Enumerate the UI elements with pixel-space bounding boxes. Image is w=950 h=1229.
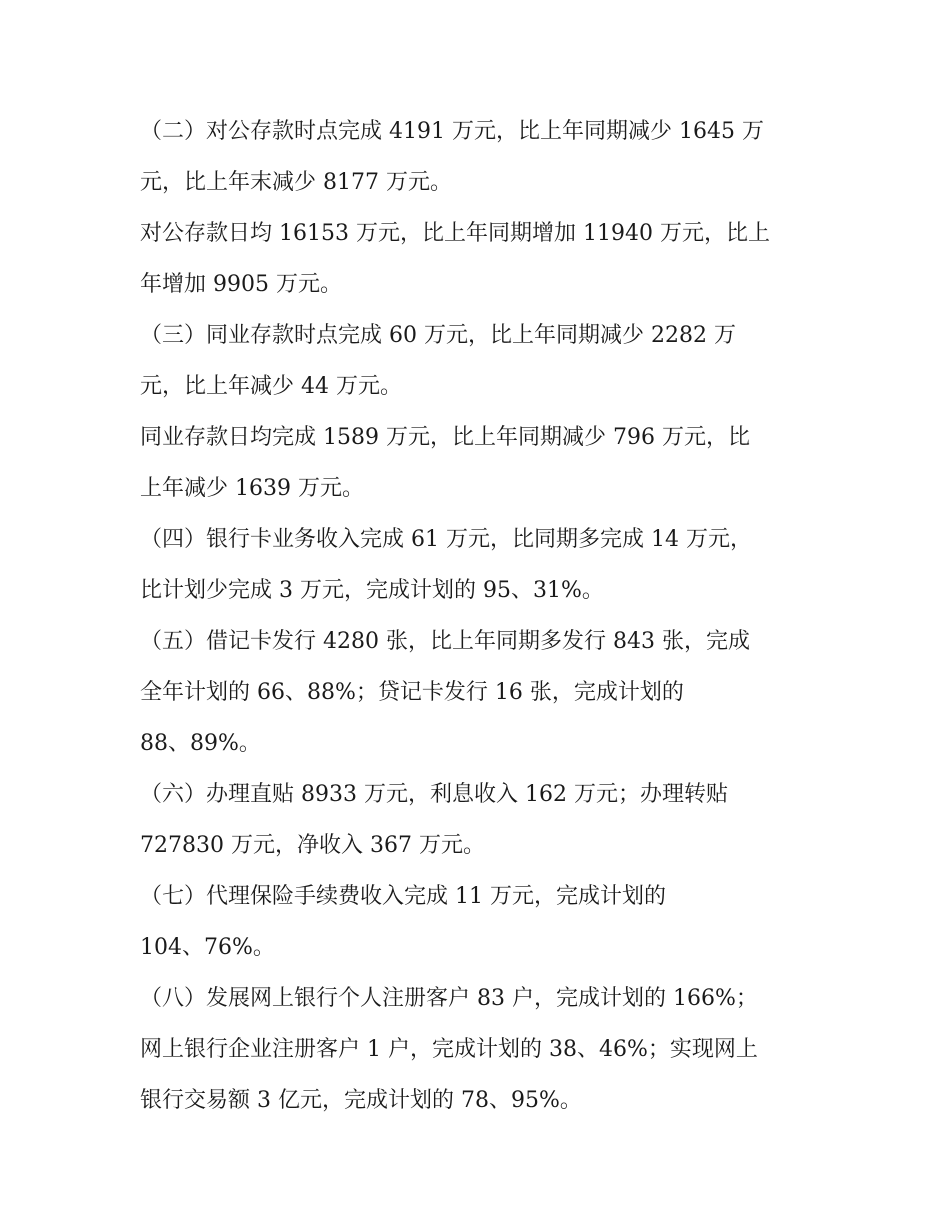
text-line: （二）对公存款时点完成 4191 万元，比上年同期减少 1645 万 bbox=[140, 119, 764, 144]
text-line: 元，比上年末减少 8177 万元。 bbox=[140, 170, 452, 195]
text-line: （五）借记卡发行 4280 张，比上年同期多发行 843 张，完成 bbox=[140, 629, 750, 654]
text-line: 上年减少 1639 万元。 bbox=[140, 476, 364, 501]
text-line: 年增加 9905 万元。 bbox=[140, 272, 342, 297]
text-line: （六）办理直贴 8933 万元，利息收入 162 万元；办理转贴 bbox=[140, 782, 728, 807]
text-line: 104、76%。 bbox=[140, 935, 275, 960]
text-line: 727830 万元，净收入 367 万元。 bbox=[140, 833, 485, 858]
text-line: （八）发展网上银行个人注册客户 83 户，完成计划的 166%； bbox=[140, 986, 758, 1011]
text-line: 同业存款日均完成 1589 万元，比上年同期减少 796 万元，比 bbox=[140, 425, 750, 450]
text-line: （七）代理保险手续费收入完成 11 万元，完成计划的 bbox=[140, 884, 666, 909]
document-body bbox=[140, 106, 820, 1126]
text-line: 银行交易额 3 亿元，完成计划的 78、95%。 bbox=[140, 1088, 582, 1113]
text-line: 对公存款日均 16153 万元，比上年同期增加 11940 万元，比上 bbox=[140, 221, 770, 246]
text-line: （三）同业存款时点完成 60 万元，比上年同期减少 2282 万 bbox=[140, 323, 736, 348]
text-line: 网上银行企业注册客户 1 户，完成计划的 38、46%；实现网上 bbox=[140, 1037, 758, 1062]
text-line: 元，比上年减少 44 万元。 bbox=[140, 374, 402, 399]
text-line: 88、89%。 bbox=[140, 731, 261, 756]
text-line: 全年计划的 66、88%；贷记卡发行 16 张，完成计划的 bbox=[140, 680, 684, 705]
text-line: （四）银行卡业务收入完成 61 万元，比同期多完成 14 万元， bbox=[140, 527, 752, 552]
text-line: 比计划少完成 3 万元，完成计划的 95、31%。 bbox=[140, 578, 604, 603]
